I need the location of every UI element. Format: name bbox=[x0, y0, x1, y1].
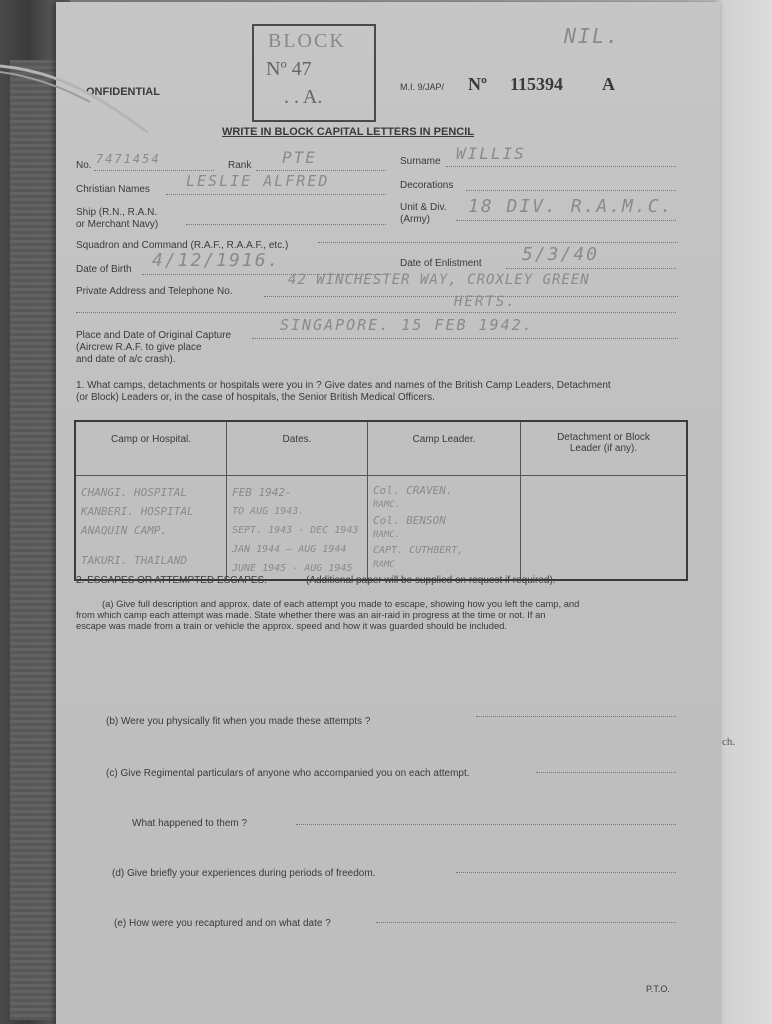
question-1: 1. What camps, detachments or hospitals were you in ? Give dates and names of the British Camp Leaders, Detachment bbox=[76, 380, 611, 391]
form-heading: WRITE IN BLOCK CAPITAL LETTERS IN PENCIL bbox=[222, 126, 474, 138]
leader-entry: Col. BENSON bbox=[373, 514, 446, 527]
christian-names-label: Christian Names bbox=[76, 184, 150, 195]
enlistment-value: 5/3/40 bbox=[522, 244, 600, 265]
christian-names-value: LESLIE ALFRED bbox=[186, 172, 330, 190]
surname-line bbox=[446, 166, 676, 167]
camp-cell bbox=[75, 476, 227, 581]
camp-entry: TAKURI. THAILAND bbox=[81, 554, 187, 567]
confidential-label: ONFIDENTIAL bbox=[86, 86, 160, 98]
question-2a-line-2: from which camp each attempt was made. State whether there was an air-raid in progress at the time or not. If an bbox=[76, 609, 546, 620]
leader-entry: RAMC bbox=[373, 560, 395, 570]
unit-value: 18 DIV. R.A.M.C. bbox=[468, 196, 674, 217]
date-entry: SEPT. 1943 - DEC 1943 bbox=[232, 525, 359, 536]
decorations-line bbox=[466, 190, 676, 191]
christian-names-line bbox=[166, 194, 386, 195]
squadron-label: Squadron and Command (R.A.F., R.A.A.F., etc.) bbox=[76, 240, 289, 251]
ship-label-2: or Merchant Navy) bbox=[76, 219, 159, 230]
detachment-header-line-1: Detachment or Block bbox=[557, 432, 650, 443]
rank-line bbox=[256, 170, 386, 171]
no-line bbox=[94, 170, 214, 171]
camp-header: Camp or Hospital. bbox=[75, 421, 227, 476]
enlistment-label: Date of Enlistment bbox=[400, 258, 482, 269]
date-entry: TO AUG 1943. bbox=[232, 506, 305, 517]
leader-entry: CAPT. CUTHBERT, bbox=[373, 545, 464, 556]
pto-label: P.T.O. bbox=[646, 984, 670, 994]
unit-label-2: (Army) bbox=[400, 214, 430, 225]
squadron-line bbox=[318, 242, 678, 243]
surname-label: Surname bbox=[400, 156, 441, 167]
stamp-line-2: Nº 47 bbox=[266, 58, 312, 80]
date-entry: JUNE 1945 - AUG 1945 bbox=[232, 563, 353, 574]
surname-value: WILLIS bbox=[456, 144, 526, 163]
capture-value: SINGAPORE. 15 FEB 1942. bbox=[280, 316, 534, 334]
leader-entry: RAMC. bbox=[373, 530, 401, 540]
question-2e: (e) How were you recaptured and on what date ? bbox=[114, 918, 331, 929]
dob-label: Date of Birth bbox=[76, 264, 132, 275]
binder-fabric bbox=[10, 60, 62, 1020]
question-2d-line bbox=[456, 872, 676, 873]
no-label: No. bbox=[76, 160, 92, 171]
detachment-header bbox=[521, 421, 688, 476]
nil-note: NIL. bbox=[564, 24, 621, 48]
address-label: Private Address and Telephone No. bbox=[76, 286, 233, 297]
question-2c: (c) Give Regimental particulars of anyone who accompanied you on each attempt. bbox=[106, 768, 470, 779]
question-2d: (d) Give briefly your experiences during periods of freedom. bbox=[112, 868, 376, 879]
leader-entry: RAMC. bbox=[373, 500, 401, 510]
form-number-suffix: A bbox=[602, 74, 615, 94]
question-2c-followup-line bbox=[296, 824, 676, 825]
question-2c-followup: What happened to them ? bbox=[132, 818, 248, 829]
camp-entry: KANBERI. HOSPITAL bbox=[81, 505, 194, 518]
camp-entry: CHANGI. HOSPITAL bbox=[81, 486, 187, 499]
question-2c-line bbox=[536, 772, 676, 773]
form-number: 115394 bbox=[510, 74, 564, 94]
leader-cell bbox=[368, 476, 521, 581]
date-entry: FEB 1942- bbox=[232, 486, 292, 499]
no-value: 7471454 bbox=[96, 152, 161, 166]
dob-value: 4/12/1916. bbox=[152, 250, 281, 271]
question-2a-line-3: escape was made from a train or vehicle the approx. speed and how it was guarded should be included. bbox=[76, 620, 507, 631]
capture-label: Place and Date of Original Capture bbox=[76, 330, 232, 341]
questionnaire-form bbox=[56, 2, 720, 1024]
stamp-line-3: . . A. bbox=[284, 86, 323, 108]
camps-table bbox=[74, 420, 688, 581]
ship-line bbox=[186, 224, 386, 225]
question-1-cont: (or Block) Leaders or, in the case of hospitals, the Senior British Medical Officers. bbox=[76, 392, 435, 403]
address-value-2: HERTS. bbox=[454, 294, 517, 310]
decorations-label: Decorations bbox=[400, 180, 454, 191]
background-page-text: ch. bbox=[722, 736, 736, 748]
address-value: 42 WINCHESTER WAY, CROXLEY GREEN bbox=[288, 272, 590, 288]
leader-header: Camp Leader. bbox=[368, 421, 521, 476]
leader-entry: Col. CRAVEN. bbox=[373, 484, 453, 497]
capture-label-2: (Aircrew R.A.F. to give place bbox=[76, 342, 202, 353]
question-2e-line bbox=[376, 922, 676, 923]
enlistment-line bbox=[506, 268, 676, 269]
question-2-note: (Additional paper will be supplied on request if required). bbox=[306, 575, 556, 586]
unit-line bbox=[456, 220, 676, 221]
detachment-cell bbox=[521, 476, 688, 581]
number-prefix: Nº bbox=[468, 74, 487, 94]
question-2-title: 2. ESCAPES OR ATTEMPTED ESCAPES. bbox=[76, 575, 267, 586]
reference-code: M.I. 9/JAP/ bbox=[400, 82, 445, 92]
question-2b-line bbox=[476, 716, 676, 717]
dates-cell bbox=[227, 476, 368, 581]
ship-label: Ship (R.N., R.A.N. bbox=[76, 207, 158, 218]
rank-value: PTE bbox=[282, 148, 317, 167]
question-2b: (b) Were you physically fit when you made these attempts ? bbox=[106, 716, 371, 727]
date-entry: JAN 1944 — AUG 1944 bbox=[232, 544, 347, 555]
address-line-2 bbox=[76, 312, 676, 313]
unit-label: Unit & Div. bbox=[400, 202, 447, 213]
binding-string bbox=[0, 62, 160, 142]
camp-entry: ANAQUIN CAMP. bbox=[81, 524, 168, 537]
capture-line bbox=[252, 338, 678, 339]
capture-label-3: and date of a/c crash). bbox=[76, 354, 176, 365]
dates-header: Dates. bbox=[227, 421, 368, 476]
block-stamp bbox=[252, 24, 376, 122]
stamp-line-1: BLOCK bbox=[268, 30, 346, 52]
rank-label: Rank bbox=[228, 160, 252, 171]
question-2a-line-1: (a) Give full description and approx. date of each attempt you made to escape, showing how you left the camp, and bbox=[102, 598, 580, 609]
detachment-header-line-2: Leader (if any). bbox=[569, 443, 638, 454]
